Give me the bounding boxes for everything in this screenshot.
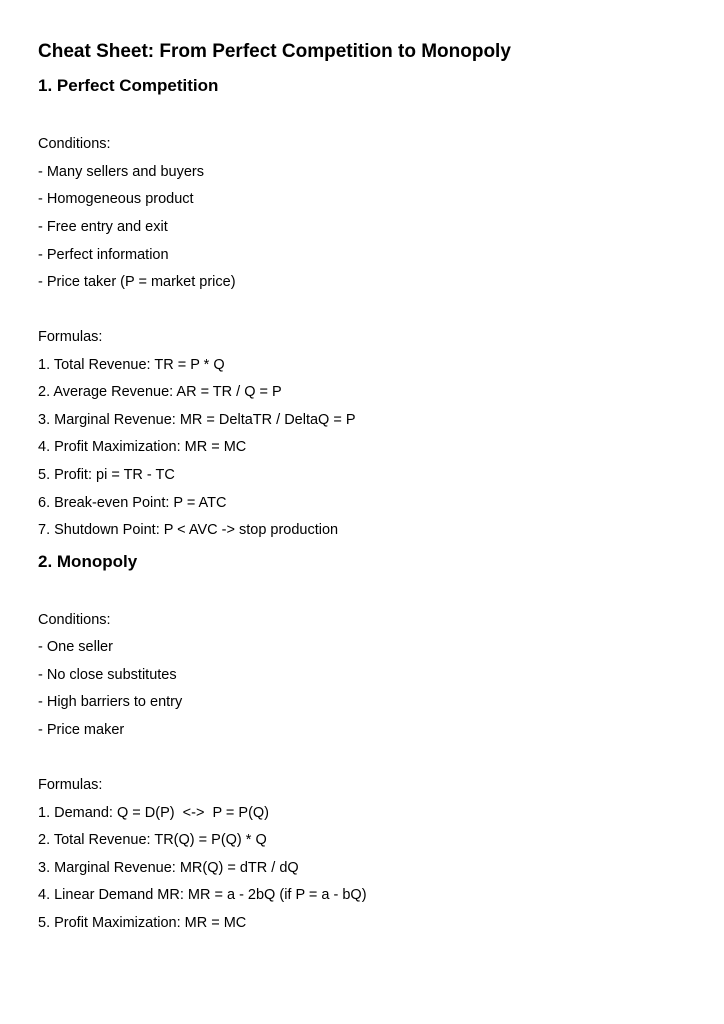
section-heading-perfect-competition: 1. Perfect Competition bbox=[38, 76, 219, 95]
condition-item: - No close substitutes bbox=[38, 667, 177, 683]
condition-item: - Price taker (P = market price) bbox=[38, 274, 236, 290]
formula-item: 1. Total Revenue: TR = P * Q bbox=[38, 357, 225, 373]
formula-item: 2. Average Revenue: AR = TR / Q = P bbox=[38, 384, 282, 400]
condition-item: - Free entry and exit bbox=[38, 219, 168, 235]
condition-item: - Homogeneous product bbox=[38, 191, 194, 207]
conditions-label: Conditions: bbox=[38, 612, 111, 628]
formula-item: 6. Break-even Point: P = ATC bbox=[38, 495, 227, 511]
formula-item: 3. Marginal Revenue: MR = DeltaTR / DeltaQ = P bbox=[38, 412, 356, 428]
formula-item: 1. Demand: Q = D(P) <-> P = P(Q) bbox=[38, 805, 270, 821]
formulas-label: Formulas: bbox=[38, 777, 103, 793]
condition-item: - High barriers to entry bbox=[38, 694, 183, 710]
formula-item: 2. Total Revenue: TR(Q) = P(Q) * Q bbox=[38, 832, 267, 848]
formula-item: 4. Profit Maximization: MR = MC bbox=[38, 439, 247, 455]
formulas-label: Formulas: bbox=[38, 329, 103, 345]
condition-item: - Perfect information bbox=[38, 247, 169, 263]
condition-item: - Many sellers and buyers bbox=[38, 164, 205, 180]
document-title: Cheat Sheet: From Perfect Competition to Monopoly bbox=[38, 41, 511, 62]
conditions-label: Conditions: bbox=[38, 136, 111, 152]
condition-item: - One seller bbox=[38, 639, 113, 655]
condition-item: - Price maker bbox=[38, 722, 125, 738]
formula-item: 3. Marginal Revenue: MR(Q) = dTR / dQ bbox=[38, 860, 299, 876]
section-heading-monopoly: 2. Monopoly bbox=[38, 552, 138, 571]
formula-item: 5. Profit Maximization: MR = MC bbox=[38, 915, 247, 931]
formula-item: 7. Shutdown Point: P < AVC -> stop production bbox=[38, 522, 339, 538]
formula-item: 4. Linear Demand MR: MR = a - 2bQ (if P = a - bQ) bbox=[38, 887, 367, 903]
formula-item: 5. Profit: pi = TR - TC bbox=[38, 467, 175, 483]
